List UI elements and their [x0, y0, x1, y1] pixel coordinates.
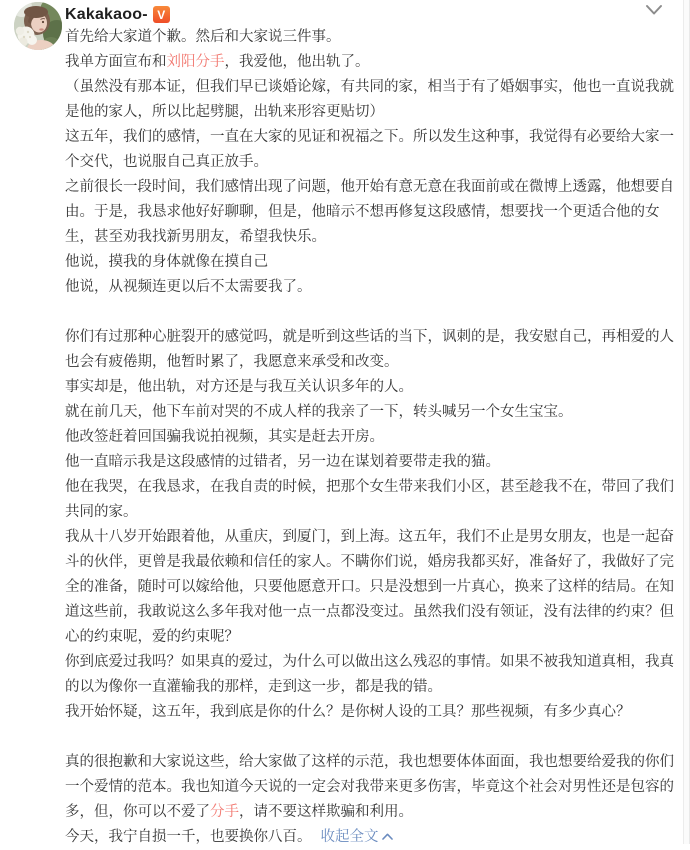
post-paragraph: [65, 275, 677, 300]
post-paragraph: [65, 125, 677, 175]
post-paragraph: [65, 650, 677, 700]
post-paragraph: [65, 75, 677, 125]
avatar[interactable]: [14, 2, 62, 50]
text-run: 他在我哭，在我恳求，在我自责的时候，把那个女生带来我们小区，甚至趁我不在，带回了我们共同的家。: [65, 479, 674, 520]
text-run: 今天，我宁自损一千，也要换你八百。: [65, 829, 312, 845]
text-run: 我开始怀疑，这五年，我到底是你的什么？是你树人设的工具？那些视频，有多少真心？: [65, 704, 631, 720]
post-paragraph: [65, 475, 677, 525]
text-run: ，我爱他，他出轨了。: [224, 54, 370, 70]
post-paragraph: [65, 300, 677, 325]
collapse-full-text-link[interactable]: 收起全文: [321, 829, 393, 845]
text-run: ，请不要这样欺骗和利用。: [239, 804, 413, 820]
author-row: [65, 4, 677, 25]
text-run: 他说，从视频连更以后不太需要我了。: [65, 279, 312, 295]
post-text: [65, 25, 677, 850]
text-run: 你们有过那种心脏裂开的感觉吗，就是听到这些话的当下，讽刺的是，我安慰自己，再相爱的人也会有疲倦期，他暂时累了，我愿意来承受和改变。: [65, 329, 674, 370]
post-paragraph: [65, 725, 677, 750]
post-paragraph: [65, 25, 677, 50]
topic-link[interactable]: 分手: [210, 804, 239, 820]
text-run: 他一直暗示我是这段感情的过错者，另一边在谋划着要带走我的猫。: [65, 454, 500, 470]
text-run: 这五年，我们的感情，一直在大家的见证和祝福之下。所以发生这种事，我觉得有必要给大家一个交代，也说服自己真正放手。: [65, 129, 674, 170]
post-paragraph: [65, 525, 677, 650]
topic-link[interactable]: 刘阳分手: [166, 54, 225, 70]
post-paragraph: [65, 450, 677, 475]
post-paragraph: [65, 375, 677, 400]
profile-photo-image: [14, 2, 62, 50]
post-content: [65, 4, 677, 850]
text-run: 首先给大家道个歉。然后和大家说三件事。: [65, 29, 341, 45]
text-run: 我从十八岁开始跟着他，从重庆，到厦门，到上海。这五年，我们不止是男女朋友，也是一起奋斗的伙伴，更曾是我最依赖和信任的家人。不瞒你们说，婚房我都买好，准备好了，我做好了完全的准备，随时可以嫁给他，只要他愿意开口。只是没想到一片真心，换来了这样的结局。在知道这些前，我敢说这么多年我对他一点一点都没变过。虽然我们没有领证，没有法律的约束？但心的约束呢，爱的约束呢？: [65, 529, 674, 645]
post-paragraph: [65, 175, 677, 250]
text-run: 真的很抱歉和大家说这些，给大家做了这样的示范，我也想要体体面面，我也想要给爱我的你们一个爱情的范本。我也知道今天说的一定会对我带来更多伤害，毕竟这个社会对男性还是包容的多，但，你可以不爱了: [65, 754, 674, 820]
text-run: （虽然没有那本证，但我们早已谈婚论嫁，有共同的家，相当于有了婚姻事实，他也一直说我就是他的家人，所以比起劈腿，出轨来形容更贴切）: [65, 79, 674, 120]
post-paragraph: [65, 50, 677, 75]
text-run: 就在前几天，他下车前对哭的不成人样的我亲了一下，转头喊另一个女生宝宝。: [65, 404, 573, 420]
text-run: 他说，摸我的身体就像在摸自己: [65, 254, 268, 270]
chevron-down-icon[interactable]: [645, 4, 663, 16]
post-paragraph: [65, 700, 677, 725]
text-run: 他改签赶着回国骗我说拍视频，其实是赶去开房。: [65, 429, 384, 445]
post-paragraph: [65, 750, 677, 825]
post-paragraph: [65, 425, 677, 450]
post-paragraph: [65, 325, 677, 375]
post-paragraph: [65, 250, 677, 275]
text-run: 我单方面宣布和: [65, 54, 167, 70]
caret-up-icon: [382, 833, 393, 840]
post-paragraph: [65, 825, 677, 850]
text-run: 事实却是，他出轨，对方还是与我互关认识多年的人。: [65, 379, 413, 395]
text-run: 你到底爱过我吗？如果真的爱过，为什么可以做出这么残忍的事情。如果不被我知道真相，我真的以为像你一直灌输我的那样，走到这一步，都是我的错。: [65, 654, 674, 695]
author-name[interactable]: Kakakaoo-: [65, 5, 148, 23]
text-run: 之前很长一段时间，我们感情出现了问题，他开始有意无意在我面前或在微博上透露，他想要自由。于是，我恳求他好好聊聊，但是，他暗示不想再修复这段感情，想要找一个更适合他的女生，甚至劝我找新男朋友，希望我快乐。: [65, 179, 674, 245]
post-paragraph: [65, 400, 677, 425]
verified-badge-icon: V: [153, 6, 170, 23]
scrollbar-track[interactable]: [683, 0, 690, 844]
